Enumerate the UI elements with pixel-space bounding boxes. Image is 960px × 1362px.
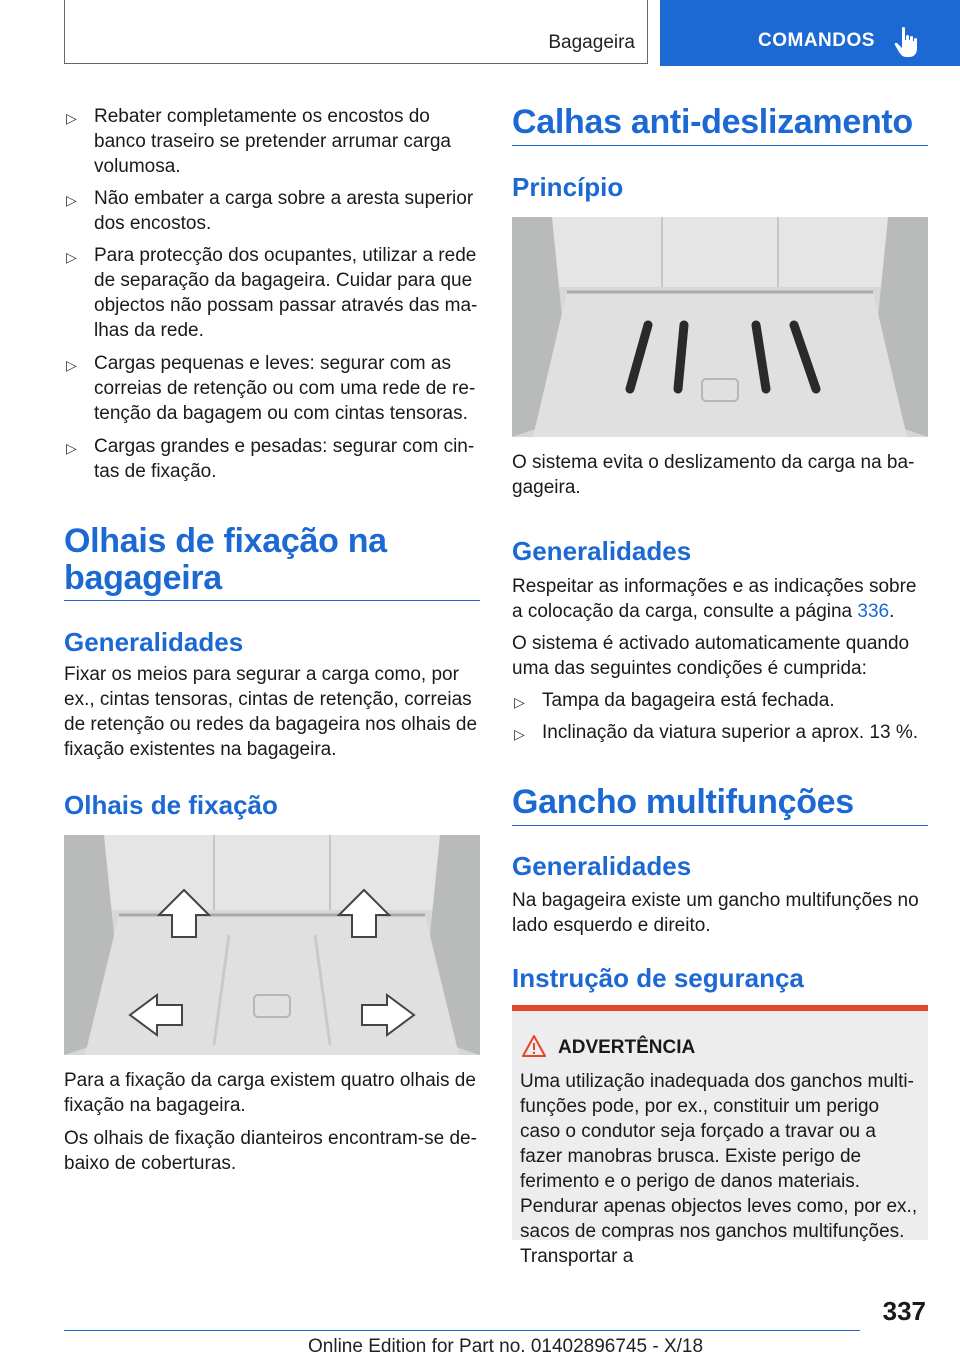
bullet-triangle-icon: ▷ — [66, 440, 77, 456]
paragraph: Na bagageira existe um gancho multifunções no lado esquerdo e direito. — [512, 890, 919, 936]
footer-rule — [64, 1330, 860, 1331]
section-heading: Gancho multifunções — [512, 783, 854, 821]
footer-edition: Online Edition for Part no. 01402896745 - X/18 — [308, 1336, 704, 1357]
subsection-heading: Princípio — [512, 172, 624, 202]
bullet-triangle-icon: ▷ — [66, 110, 77, 126]
subsection-heading: Generalidades — [512, 851, 692, 881]
paragraph: Respeitar as informações e as indicações sobre a colocação da carga, consulte a página 336. — [512, 576, 917, 622]
section-title: Bagageira — [548, 32, 635, 53]
heading-rule — [64, 600, 480, 601]
chapter-label: COMANDOS — [758, 30, 875, 51]
page-number: 337 — [882, 1296, 926, 1326]
figure-caption: Para a fixação da carga existem quatro olhais de fixação na bagageira. — [64, 1070, 476, 1116]
list-item: ▷ Não embater a carga sobre a aresta superior dos encostos. — [66, 188, 474, 234]
bullet-triangle-icon: ▷ — [66, 249, 77, 265]
heading-rule — [512, 825, 928, 826]
figure-caption: Os olhais de fixação dianteiros encontram-se debaixo de coberturas. — [64, 1128, 477, 1174]
paragraph: Fixar os meios para segurar a carga como, por ex., cintas tensoras, cintas de retenção, correias de retenção ou redes da bagageira nos olhais de fixação existentes na bagageira. — [64, 664, 478, 760]
warning-text: Uma utilização inadequada dos ganchos multifunções pode, por ex., constituir um perigo caso o condutor seja forçado a travar ou a fazer manobras brusca. Existe perigo de ferimento e o perigo de danos materiais. Pendurar apenas objectos leves como, por ex., sacos de compras nos ganchos multifunções. Transportar a — [520, 1071, 918, 1267]
list-item: ▷ Para protecção dos ocupantes, utilizar a rede de separação da bagageira. Cuidar para que objectos não possam passar através das malhas da rede. — [66, 245, 478, 341]
bullet-triangle-icon: ▷ — [514, 726, 525, 742]
subsection-heading: Generalidades — [512, 536, 692, 566]
page-reference-link[interactable]: 336 — [857, 601, 890, 622]
section-heading: Calhas anti-deslizamento — [512, 103, 913, 141]
list-item: ▷ Inclinação da viatura superior a aprox. 13 %. — [512, 720, 928, 745]
bullet-triangle-icon: ▷ — [66, 357, 77, 373]
list-item: ▷ Cargas pequenas e leves: segurar com as correias de retenção ou com uma rede de retenção da bagagem ou com cintas tensoras. — [66, 353, 476, 424]
list-item: ▷ Cargas grandes e pesadas: segurar com cintas de fixação. — [66, 436, 475, 482]
warning-triangle-icon — [522, 1035, 546, 1057]
bullet-triangle-icon: ▷ — [514, 694, 525, 710]
anti-slip-rails-figure — [512, 217, 928, 437]
header-frame — [64, 0, 648, 64]
subsection-heading: Generalidades — [64, 627, 244, 657]
warning-title: ADVERTÊNCIA — [558, 1037, 696, 1058]
list-item: ▷ Rebater completamente os encostos do banco traseiro se pretender arrumar carga volumosa. — [66, 106, 451, 177]
figure-caption: O sistema evita o deslizamento da carga na bagageira. — [512, 452, 915, 498]
hand-pointer-icon — [894, 26, 920, 58]
list-item: ▷ Tampa da bagageira está fechada. — [512, 688, 928, 713]
paragraph: O sistema é activado automaticamente quando uma das seguintes condições é cumprida: — [512, 633, 910, 679]
section-heading: Olhais de fixação na bagageira — [64, 522, 387, 597]
warning-box — [512, 1005, 928, 1267]
chapter-tab[interactable] — [660, 0, 960, 66]
trunk-eyelets-figure — [64, 835, 480, 1055]
heading-rule — [512, 145, 928, 146]
subsection-heading: Olhais de fixação — [64, 790, 278, 820]
subsection-heading: Instrução de segurança — [512, 963, 804, 993]
bullet-triangle-icon: ▷ — [66, 192, 77, 208]
